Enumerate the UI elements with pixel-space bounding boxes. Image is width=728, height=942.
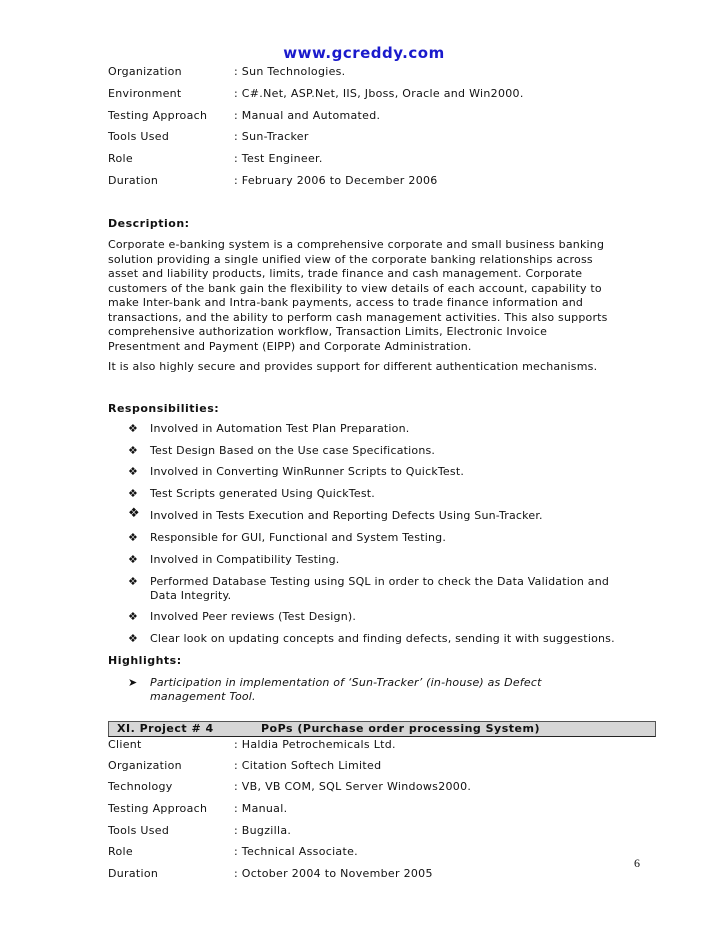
field-value: : Manual. [234, 802, 288, 815]
list-item-text: Involved in Compatibility Testing. [150, 553, 340, 566]
diamond-bullet-icon: ❖ [128, 422, 139, 435]
description-paragraph [108, 238, 638, 354]
description-line: transactions, and the ability to perform cash management activities. This also supports [108, 310, 608, 324]
list-item-text: Involved in Automation Test Plan Preparation. [150, 422, 410, 435]
list-item-text: Clear look on updating concepts and finding defects, sending it with suggestions. [150, 632, 615, 645]
field-label: Client [108, 738, 142, 751]
description-line: make Inter-bank and Intra-bank payments, access to trade finance information and [108, 296, 584, 309]
field-technology [108, 779, 668, 795]
field-label: Tools Used [108, 824, 170, 837]
field-value: : Technical Associate. [234, 845, 358, 858]
description-line: Presentment and Payment (EIPP) and Corporate Administration. [108, 339, 472, 353]
field-label: Role [108, 845, 133, 858]
field-value: : Bugzilla. [234, 824, 292, 837]
field-label: Testing Approach [108, 802, 208, 815]
field-label: Tools Used [108, 130, 170, 143]
description-line: solution providing a single unified view of the corporate banking relationships across [108, 252, 593, 266]
highlight-text: Participation in implementation of ‘Sun-Tracker’ (in-house) as Defect [150, 676, 542, 689]
project-header-bar [108, 721, 656, 737]
description-line: asset and liability products, limits, trade finance and cash management. Corporate [108, 267, 583, 280]
field-label: Duration [108, 867, 159, 880]
field-label: Role [108, 152, 133, 165]
field-value: : February 2006 to December 2006 [234, 174, 438, 187]
highlights-heading: Highlights: [108, 654, 182, 667]
field-environment [108, 86, 668, 102]
field-testing-approach [108, 801, 668, 817]
field-tools-used [108, 823, 668, 839]
list-item-text: Data Integrity. [150, 589, 232, 602]
diamond-bullet-icon: ❖ [128, 531, 139, 544]
list-item-text: Involved in Converting WinRunner Scripts to QuickTest. [150, 465, 465, 478]
field-label: Duration [108, 174, 159, 187]
diamond-bullet-icon: ❖ [128, 506, 140, 521]
list-item-text: Responsible for GUI, Functional and System Testing. [150, 531, 447, 544]
project-title: PoPs (Purchase order processing System) [261, 722, 540, 735]
diamond-bullet-icon: ❖ [128, 465, 139, 478]
field-value: : VB, VB COM, SQL Server Windows2000. [234, 780, 472, 793]
diamond-bullet-icon: ❖ [128, 632, 139, 645]
field-organization [108, 64, 668, 80]
field-duration [108, 173, 668, 189]
field-value: : October 2004 to November 2005 [234, 867, 433, 880]
field-organization [108, 758, 668, 774]
list-item-text: Test Design Based on the Use case Specifications. [150, 444, 436, 457]
list-item-text: Performed Database Testing using SQL in order to check the Data Validation and [150, 575, 610, 588]
site-header-link[interactable]: www.gcreddy.com [283, 44, 445, 62]
field-value: : Test Engineer. [234, 152, 323, 165]
field-duration [108, 866, 668, 882]
project-number: XI. Project # 4 [117, 722, 214, 735]
field-tools-used [108, 129, 668, 145]
list-item-text: Involved Peer reviews (Test Design). [150, 610, 357, 623]
field-value: : Sun-Tracker [234, 130, 309, 143]
responsibilities-heading: Responsibilities: [108, 402, 220, 415]
field-testing-approach [108, 108, 668, 124]
arrow-bullet-icon: ➤ [128, 676, 138, 689]
description-line: comprehensive authorization workflow, Transaction Limits, Electronic Invoice [108, 325, 548, 338]
description-heading: Description: [108, 217, 190, 230]
diamond-bullet-icon: ❖ [128, 575, 139, 588]
highlight-text: management Tool. [150, 690, 256, 703]
field-value: : C#.Net, ASP.Net, IIS, Jboss, Oracle and Win2000. [234, 87, 524, 100]
list-item-text: Involved in Tests Execution and Reporting Defects Using Sun-Tracker. [150, 509, 543, 522]
field-label: Testing Approach [108, 109, 208, 122]
field-label: Organization [108, 759, 182, 772]
field-value: : Sun Technologies. [234, 65, 346, 78]
diamond-bullet-icon: ❖ [128, 444, 139, 457]
field-label: Organization [108, 65, 182, 78]
field-value: : Manual and Automated. [234, 109, 381, 122]
field-role [108, 844, 668, 860]
field-label: Environment [108, 87, 182, 100]
field-client [108, 737, 668, 753]
description-line: customers of the bank gain the flexibility to view details of each account, capability to [108, 281, 602, 295]
field-value: : Haldia Petrochemicals Ltd. [234, 738, 396, 751]
field-role [108, 151, 668, 167]
page-number: 6 [634, 856, 640, 870]
diamond-bullet-icon: ❖ [128, 487, 139, 500]
field-value: : Citation Softech Limited [234, 759, 382, 772]
description-extra: It is also highly secure and provides support for different authentication mechanisms. [108, 360, 598, 373]
diamond-bullet-icon: ❖ [128, 610, 139, 623]
list-item-text: Test Scripts generated Using QuickTest. [150, 487, 375, 500]
diamond-bullet-icon: ❖ [128, 553, 139, 566]
description-line: Corporate e-banking system is a comprehensive corporate and small business banking [108, 238, 605, 251]
field-label: Technology [108, 780, 173, 793]
